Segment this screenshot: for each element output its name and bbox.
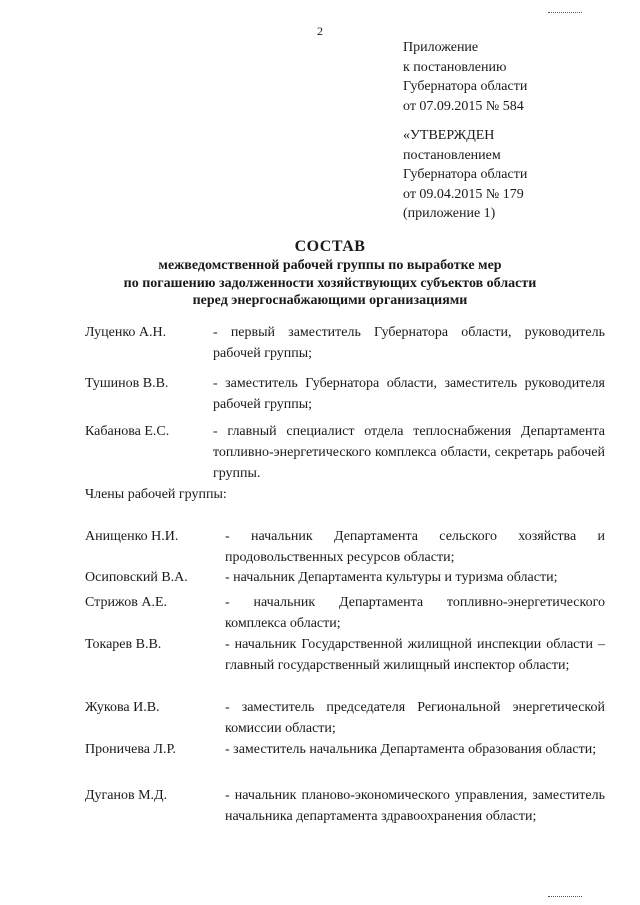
person-name: Луценко А.Н. bbox=[85, 325, 167, 340]
person-name: Тушинов В.В. bbox=[85, 376, 169, 391]
person-position: - заместитель Губернатора области, заместитель руководителя рабочей группы; bbox=[213, 376, 605, 412]
approved-line: постановлением bbox=[403, 147, 501, 163]
person-position: - первый заместитель Губернатора области, руководитель рабочей группы; bbox=[213, 325, 605, 361]
person-position: - начальник Департамента культуры и туризма области; bbox=[225, 570, 558, 585]
person-position: - главный специалист отдела теплоснабжения Департамента топливно-энергетического комплекса области, секретарь рабочей группы. bbox=[213, 424, 605, 481]
person-name: Дуганов М.Д. bbox=[85, 788, 168, 803]
approved-block bbox=[403, 126, 527, 224]
annex-line: к постановлению bbox=[403, 59, 507, 75]
approved-line: от 09.04.2015 № 179 bbox=[403, 186, 524, 202]
annex-line: Губернатора области bbox=[403, 79, 528, 94]
title-line: по погашению задолженности хозяйствующих субъектов области bbox=[123, 275, 537, 291]
person-name: Токарев В.В. bbox=[85, 637, 162, 652]
person-position: - начальник Департамента сельского хозяйства и продовольственных ресурсов области; bbox=[225, 529, 605, 565]
person-name: Проничева Л.Р. bbox=[85, 742, 177, 757]
title-line: перед энергоснабжающими организациями bbox=[192, 293, 468, 308]
annex-block bbox=[403, 38, 527, 116]
approved-line: (приложение 1) bbox=[403, 206, 496, 221]
annex-line: Приложение bbox=[403, 40, 479, 55]
scan-mark-top bbox=[548, 12, 582, 15]
title-main: СОСТАВ bbox=[294, 238, 366, 255]
person-name: Кабанова Е.С. bbox=[85, 424, 170, 439]
title-line: межведомственной рабочей группы по выработке мер bbox=[158, 258, 502, 273]
person-position: - начальник Государственной жилищной инспекции области – главный государственный жилищный инспектор области; bbox=[225, 637, 605, 673]
annex-line: от 07.09.2015 № 584 bbox=[403, 98, 524, 114]
person-name: Осиповский В.А. bbox=[85, 570, 188, 585]
approved-line: «УТВЕРЖДЕН bbox=[403, 128, 495, 143]
document-title bbox=[60, 237, 600, 310]
person-name: Анищенко Н.И. bbox=[85, 529, 179, 544]
person-position: - начальник планово-экономического управления, заместитель начальника департамента здравоохранения области; bbox=[225, 788, 605, 824]
approved-line: Губернатора области bbox=[403, 167, 528, 182]
page-number: 2 bbox=[317, 24, 323, 38]
person-name: Жукова И.В. bbox=[85, 700, 160, 715]
person-position: - начальник Департамента топливно-энергетического комплекса области; bbox=[225, 595, 605, 631]
scan-mark-bottom bbox=[548, 896, 582, 899]
members-label: Члены рабочей группы: bbox=[85, 487, 227, 502]
person-position: - заместитель начальника Департамента образования области; bbox=[225, 742, 597, 757]
person-position: - заместитель председателя Региональной энергетической комиссии области; bbox=[225, 700, 605, 736]
person-name: Стрижов А.Е. bbox=[85, 595, 168, 610]
